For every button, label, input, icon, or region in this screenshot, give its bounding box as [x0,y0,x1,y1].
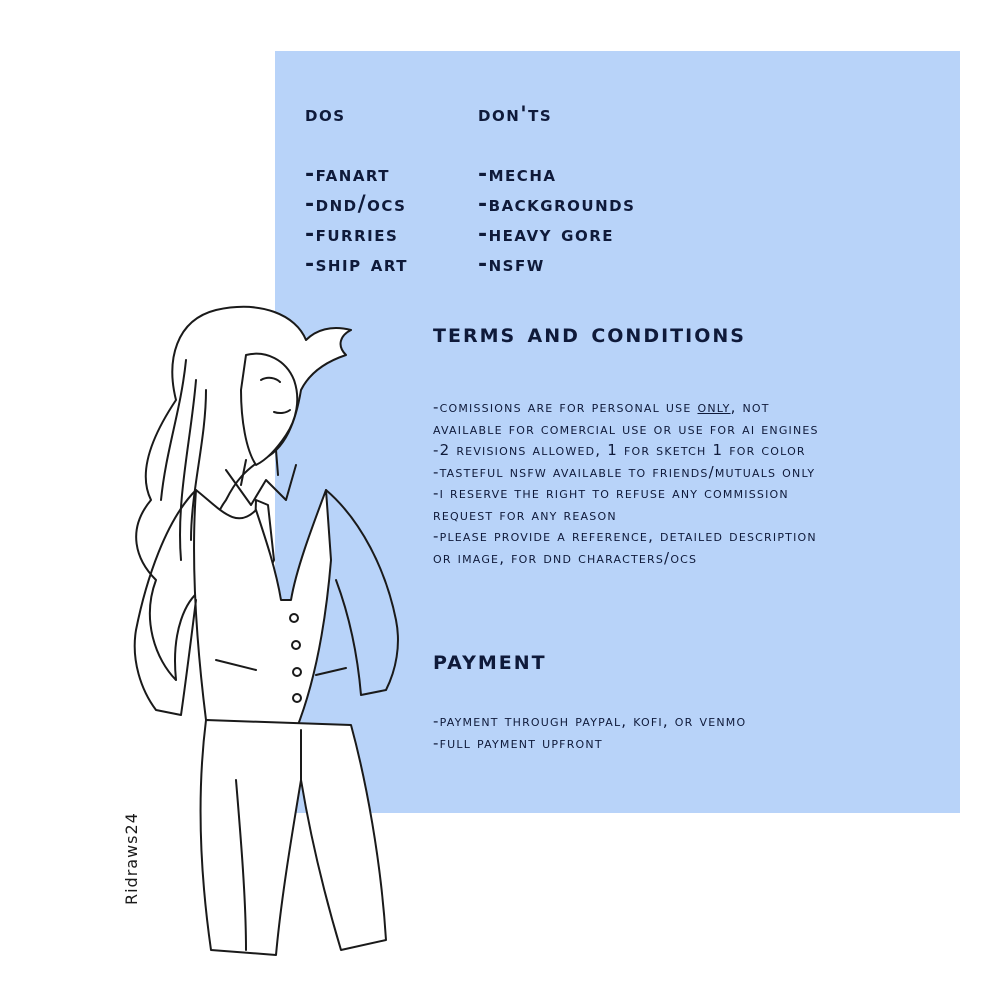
terms-item [433,462,953,484]
donts-heading: don'ts [478,102,553,126]
payment-title: payment [433,645,547,676]
terms-list [433,397,953,569]
dos-heading: dos [305,102,346,126]
face [241,354,297,465]
payment-item: -full payment upfront [433,733,603,752]
donts-item: -heavy gore [478,222,615,247]
donts-item: -nsfw [478,252,545,277]
donts-item: -mecha [478,162,557,187]
terms-title: terms and conditions [433,318,746,349]
terms-item-text: -tasteful nsfw available to friends/mutuals only [433,462,816,481]
artist-signature: Ridraws24 [122,812,141,905]
payment-item: -payment through paypal, kofi, or venmo [433,712,747,730]
terms-item-text: , not available for comercial use or use for ai engines [433,398,819,438]
dos-item: -ship art [305,252,408,277]
terms-item [433,526,953,569]
dos-list [305,160,408,280]
terms-item [433,483,953,526]
trousers [201,720,386,955]
terms-item-text: -please provide a reference, detailed description or image, for dnd characters/ocs [433,527,817,567]
dos-item: -dnd/ocs [305,192,407,217]
dos-item: -furries [305,222,399,247]
terms-item [433,397,953,440]
donts-item: -backgrounds [478,192,636,217]
right-arm [326,490,398,695]
terms-item-emphasis: only [697,398,731,416]
donts-list [478,160,635,280]
payment-list [433,711,953,754]
terms-item-text: -2 revisions allowed, 1 for sketch 1 for color [433,441,806,459]
terms-item-text: -comissions are for personal use [433,398,698,416]
terms-item [433,440,953,462]
character-illustration [96,300,426,960]
terms-item-text: -i reserve the right to refuse any commission request for any reason [433,484,789,524]
dos-item: -fanart [305,162,391,187]
